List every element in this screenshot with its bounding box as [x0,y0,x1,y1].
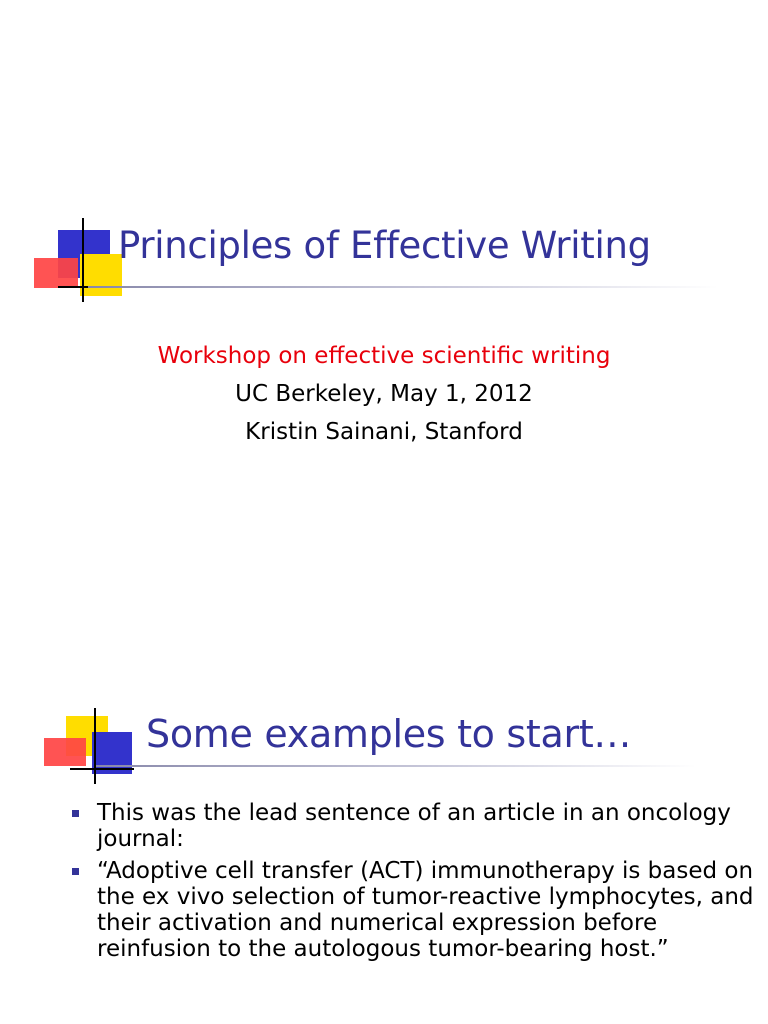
bullet-text: This was the lead sentence of an article in an oncology journal: [97,800,731,852]
slide-logo-icon [34,218,124,302]
bullet-text: “Adoptive cell transfer (ACT) immunotherapy is based on the ex vivo selection of tumor-reactive lymphocytes, and their activation and numerical expression before reinfusion to the autologous tumor-bearing host.” [97,858,754,962]
author-line: Kristin Sainani, Stanford [245,419,523,445]
subtitle-block [0,337,768,451]
square-bullet-icon [72,810,79,817]
title-underline [96,765,696,767]
square-bullet-icon [72,868,79,875]
venue-date-line: UC Berkeley, May 1, 2012 [235,381,533,407]
workshop-line: Workshop on effective scientific writing [157,343,611,369]
title-underline [88,286,718,288]
list-item [70,800,760,852]
bullet-list [70,800,760,968]
slide-title: Principles of Effective Writing [118,224,651,267]
content-slide [0,512,768,1024]
slide-logo-icon [44,708,134,784]
list-item [70,858,760,962]
slide-title: Some examples to start… [146,712,632,756]
